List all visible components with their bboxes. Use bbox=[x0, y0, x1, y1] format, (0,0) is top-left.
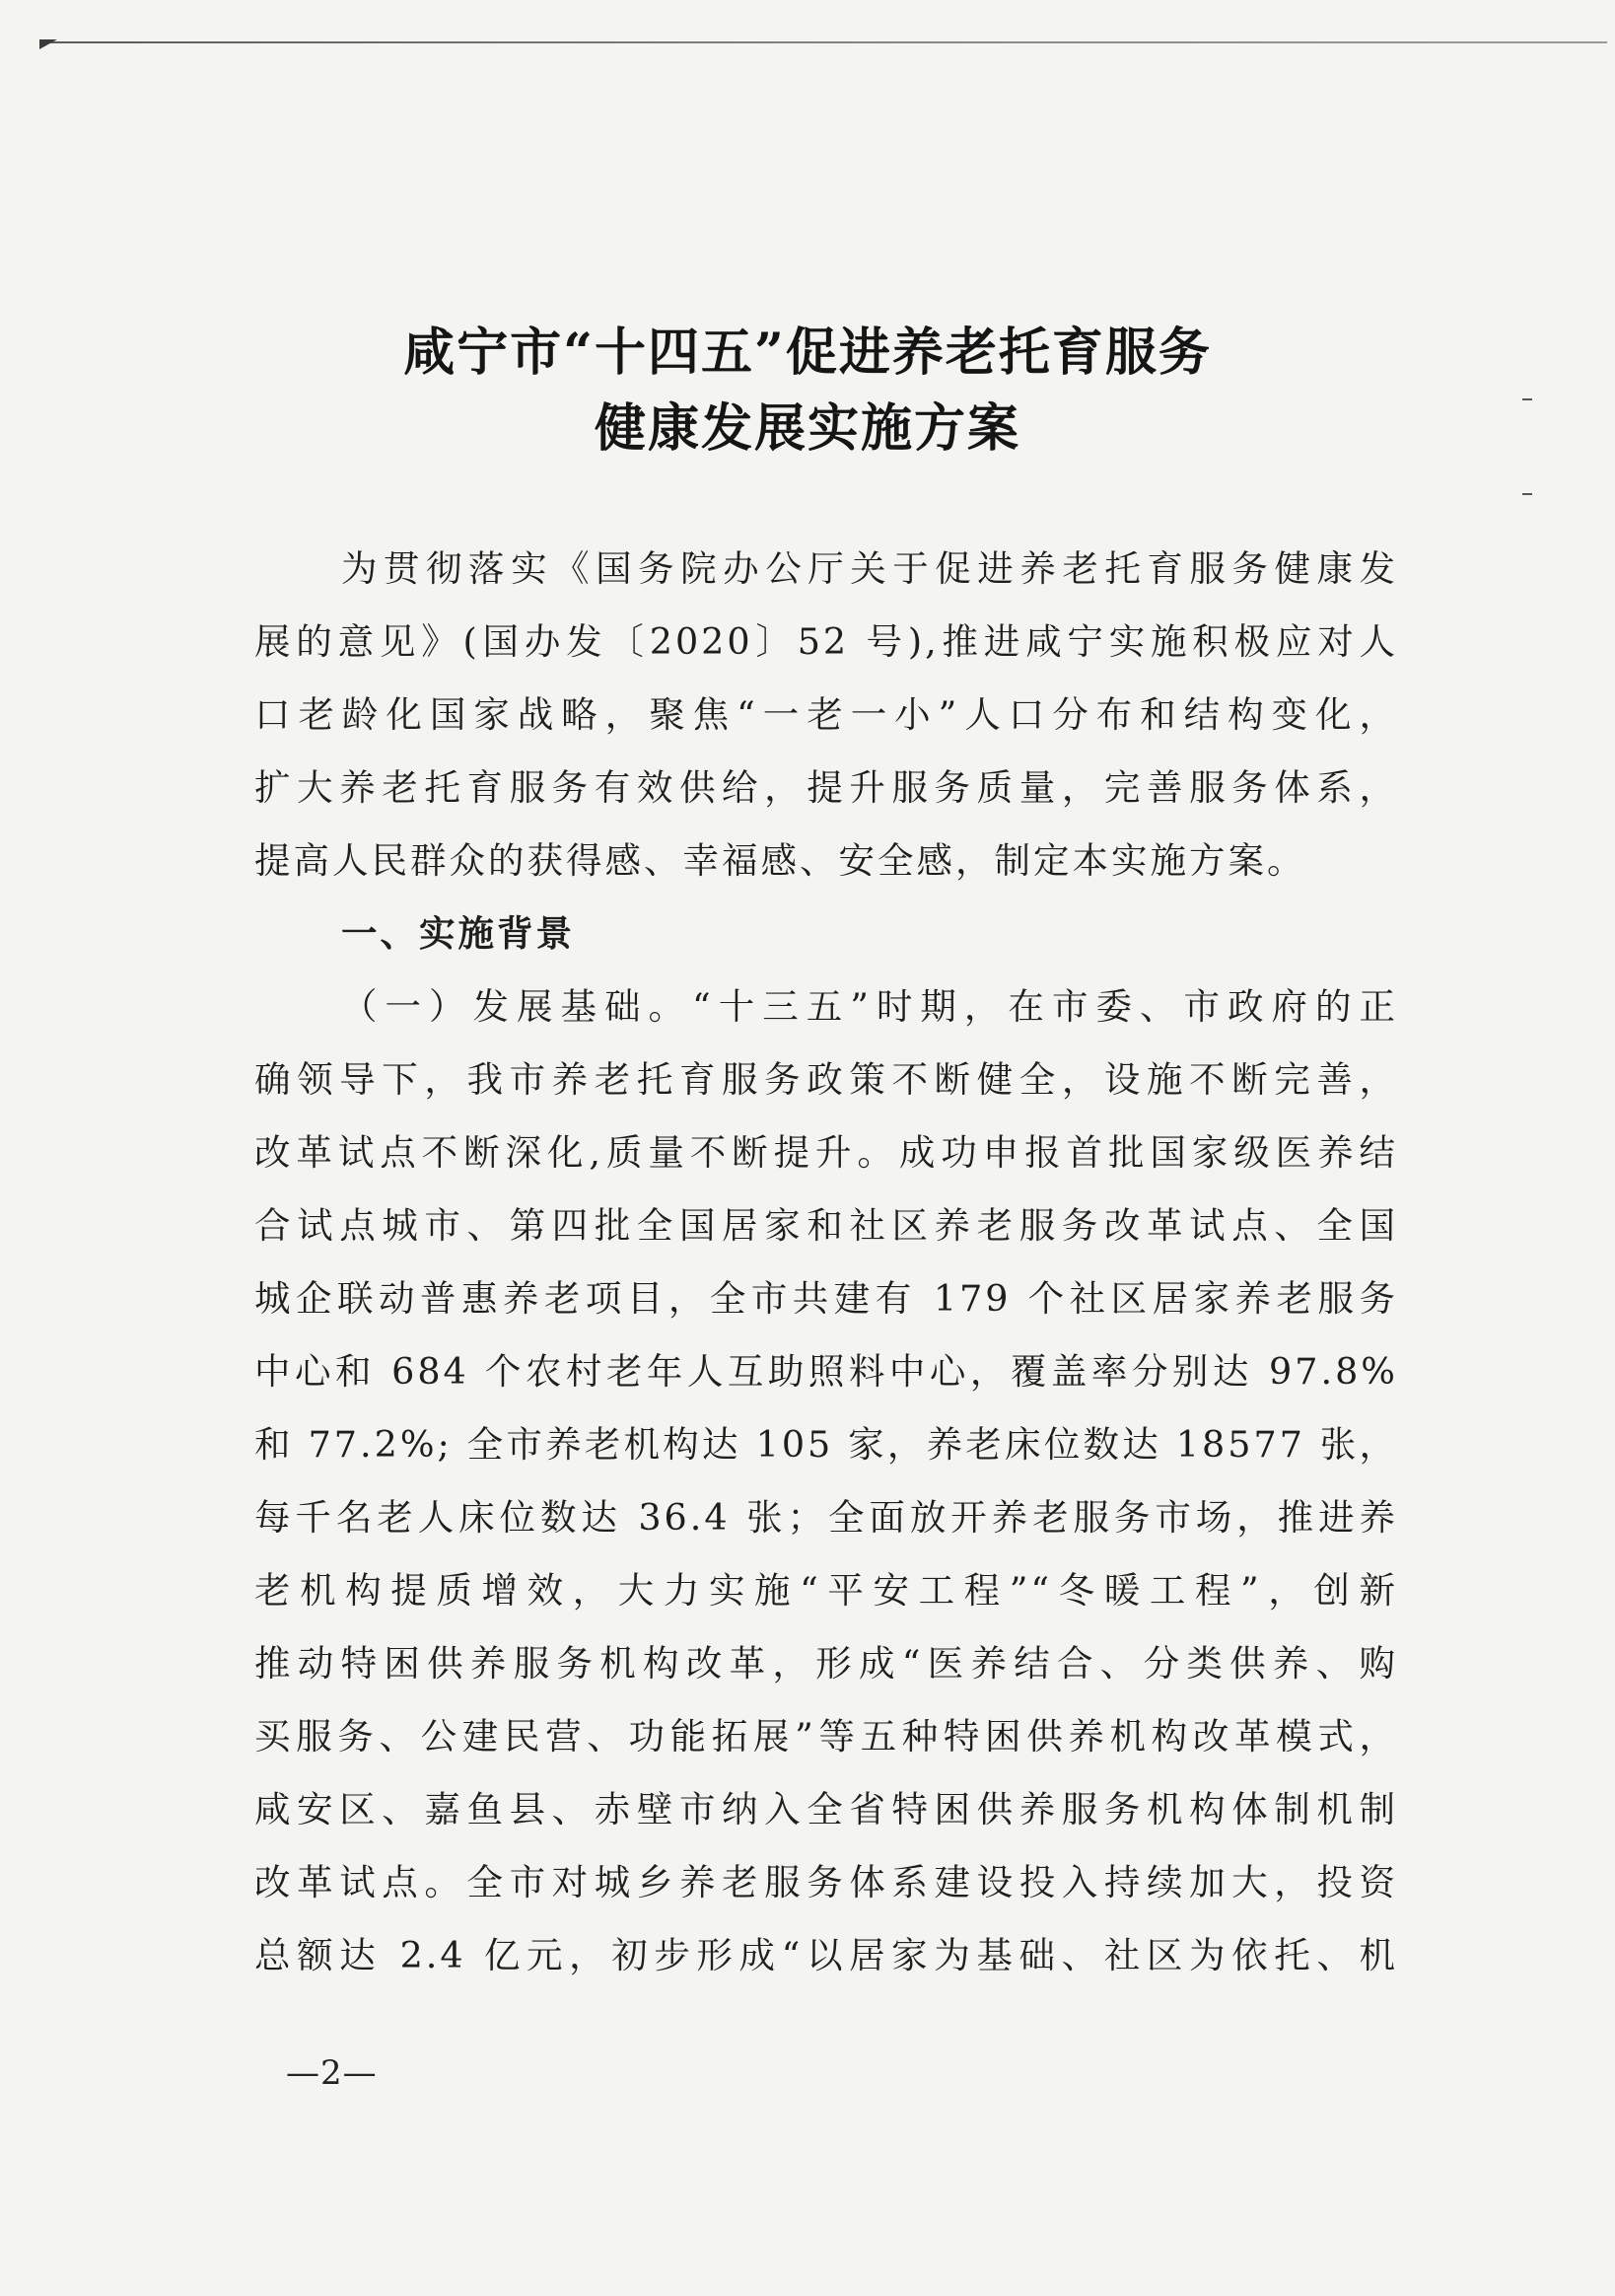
scan-top-edge bbox=[39, 41, 1607, 43]
document-body bbox=[254, 533, 1398, 1992]
intro-line: 展的意见》(国办发〔2020〕52 号),推进咸宁实施积极应对人 bbox=[254, 620, 1398, 663]
intro-line: 为贯彻落实《国务院办公厅关于促进养老托育服务健康发 bbox=[341, 547, 1398, 590]
paragraph-line: 每千名老人床位数达 36.4 张；全面放开养老服务市场，推进养 bbox=[254, 1496, 1398, 1539]
paragraph-line: 改革试点不断深化,质量不断提升。成功申报首批国家级医养结 bbox=[254, 1131, 1398, 1174]
paragraph-line: 和 77.2%; 全市养老机构达 105 家，养老床位数达 18577 张， bbox=[254, 1423, 1398, 1466]
document-title-line-1: 咸宁市“十四五”促进养老托育服务 bbox=[403, 323, 1212, 383]
paragraph-line: 中心和 684 个农村老年人互助照料中心，覆盖率分别达 97.8% bbox=[254, 1350, 1398, 1393]
paragraph-line: 改革试点。全市对城乡养老服务体系建设投入持续加大，投资 bbox=[254, 1861, 1398, 1903]
paragraph-line: 买服务、公建民营、功能拓展”等五种特困供养机构改革模式， bbox=[254, 1715, 1398, 1758]
paragraph-line: （一）发展基础。“十三五”时期，在市委、市政府的正 bbox=[341, 985, 1398, 1028]
intro-line: 提高人民群众的获得感、幸福感、安全感，制定本实施方案。 bbox=[254, 839, 1306, 882]
page-number: —2— bbox=[286, 2053, 378, 2093]
paragraph-line: 咸安区、嘉鱼县、赤壁市纳入全省特困供养服务机构体制机制 bbox=[254, 1788, 1398, 1830]
scan-margin-mark bbox=[1522, 493, 1532, 495]
scan-corner-mark bbox=[39, 39, 57, 49]
paragraph-line: 推动特困供养服务机构改革，形成“医养结合、分类供养、购 bbox=[254, 1642, 1398, 1685]
paragraph-line: 老机构提质增效，大力实施“平安工程”“冬暖工程”，创新 bbox=[254, 1569, 1398, 1612]
paragraph-line: 城企联动普惠养老项目，全市共建有 179 个社区居家养老服务 bbox=[254, 1277, 1398, 1320]
document-title-line-2: 健康发展实施方案 bbox=[594, 398, 1020, 459]
paragraph-line: 总额达 2.4 亿元，初步形成“以居家为基础、社区为依托、机 bbox=[254, 1934, 1398, 1976]
intro-line: 口老龄化国家战略，聚焦“一老一小”人口分布和结构变化， bbox=[254, 693, 1398, 736]
section-heading: 一、实施背景 bbox=[341, 912, 575, 955]
paragraph-line: 确领导下，我市养老托育服务政策不断健全，设施不断完善， bbox=[254, 1058, 1398, 1101]
paragraph-line: 合试点城市、第四批全国居家和社区养老服务改革试点、全国 bbox=[254, 1204, 1398, 1247]
intro-line: 扩大养老托育服务有效供给，提升服务质量，完善服务体系， bbox=[254, 766, 1398, 809]
